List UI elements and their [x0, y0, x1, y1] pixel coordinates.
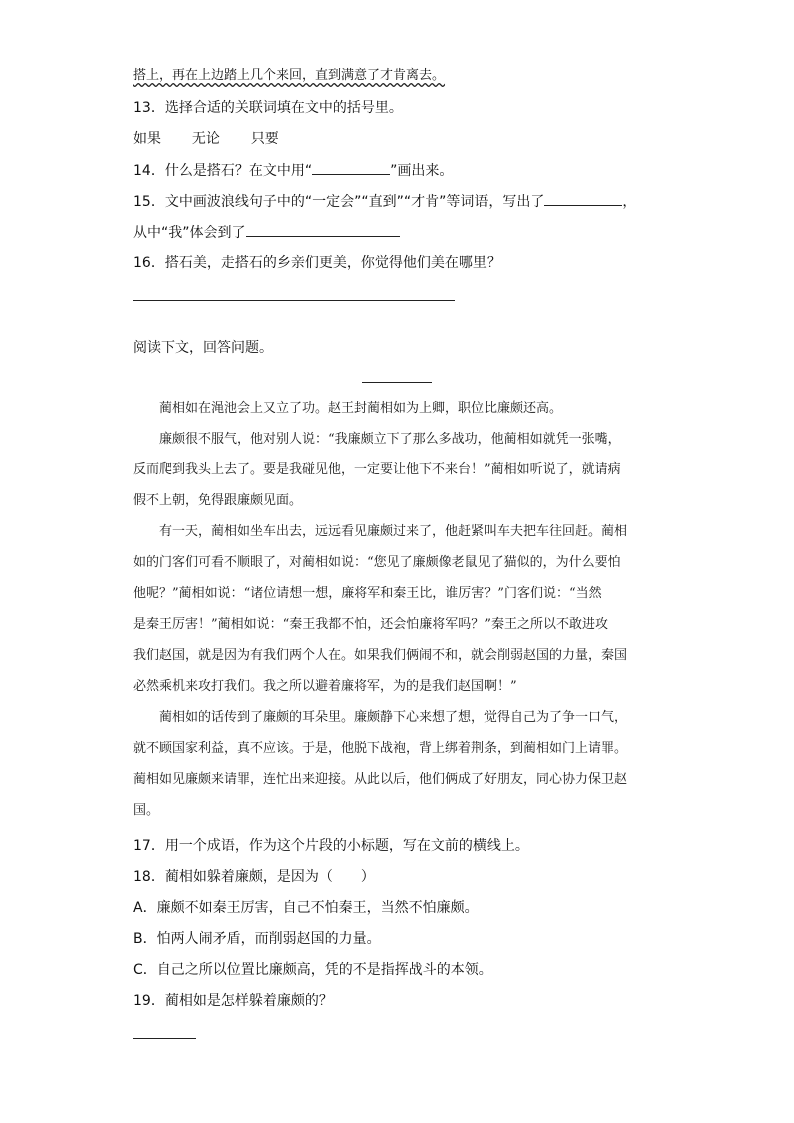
- question-16-text: 16．搭石美，走搭石的乡亲们更美，你觉得他们美在哪里？: [133, 255, 501, 271]
- question-14: [133, 160, 453, 181]
- question-15-line2: 从中“我”体会到了: [133, 225, 246, 241]
- question-15: [133, 191, 636, 212]
- answer-blank[interactable]: [544, 191, 622, 206]
- question-13-text: 13．选择合适的关联词填在文中的括号里。: [133, 100, 403, 116]
- choice-b[interactable]: B．怕两人闹矛盾，而削弱赵国的力量。: [133, 931, 381, 947]
- passage-line: 反而爬到我头上去了。要是我碰见他，一定要让他下不来台！”蔺相如听说了，就请病: [133, 462, 621, 477]
- answer-line[interactable]: [133, 300, 455, 301]
- question-17-text: 17．用一个成语，作为这个片段的小标题，写在文前的横线上。: [133, 838, 529, 854]
- wavy-sentence-text: 搭上，再在上边踏上几个来回，直到满意了才肯离去。: [133, 68, 446, 83]
- question-19-text: 19．蔺相如是怎样躲着廉颇的？: [133, 993, 333, 1009]
- passage-line: 必然乘机来攻打我们。我之所以避着廉将军，为的是我们赵国啊！”: [133, 679, 517, 694]
- question-18: [133, 867, 375, 887]
- question-13-options: [133, 129, 279, 149]
- passage-line: 国。: [133, 803, 160, 818]
- answer-blank[interactable]: [312, 160, 390, 175]
- passage-line: 就不顾国家利益，真不应该。于是，他脱下战袍，背上绑着荆条，到蔺相如门上请罪。: [133, 741, 628, 756]
- question-14-text-after: ”画出来。: [390, 163, 454, 179]
- passage-line: 廉颇很不服气，他对别人说：“我廉颇立下了那么多战功，他蔺相如就凭一张嘴，: [159, 432, 621, 447]
- passage-line: 是秦王厉害！”蔺相如说：“秦王我都不怕，还会怕廉将军吗？”秦王之所以不敢进攻: [133, 617, 608, 632]
- passage-line: 蔺相如的话传到了廉颇的耳朵里。廉颇静下心来想了想，觉得自己为了争一口气，: [159, 710, 628, 725]
- question-18-text: 18．蔺相如躲着廉颇，是因为（ ）: [133, 869, 375, 885]
- answer-blank[interactable]: [246, 222, 400, 237]
- passage-line: 他呢？”蔺相如说：“诸位请想一想，廉将军和秦王比，谁厉害？”门客们说：“当然: [133, 586, 602, 601]
- passage-line: 如的门客们可看不顺眼了，对蔺相如说：“您见了廉颇像老鼠见了猫似的，为什么要怕: [133, 555, 621, 570]
- choice-c[interactable]: C．自己之所以位置比廉颇高，凭的不是指挥战斗的本领。: [133, 962, 493, 978]
- passage-line: 蔺相如在渑池会上又立了功。赵王封蔺相如为上卿，职位比廉颇还高。: [159, 401, 563, 416]
- question-15-continued: [133, 222, 400, 243]
- passage-line: 我们赵国，就是因为有我们两个人在。如果我们俩闹不和，就会削弱赵国的力量，秦国: [133, 648, 628, 663]
- option-word: 无论: [191, 131, 220, 147]
- question-15-line1: 15．文中画波浪线句子中的“一定会”“直到”“才肯”等词语，写出了: [133, 194, 545, 210]
- wavy-underlined-sentence: [133, 64, 445, 83]
- question-19: [133, 991, 333, 1011]
- option-word: 如果: [133, 131, 161, 147]
- question-15-line1-end: ，: [622, 194, 637, 210]
- option-word: 只要: [250, 131, 279, 147]
- choice-a[interactable]: A．廉颇不如秦王厉害，自己不怕秦王，当然不怕廉颇。: [133, 900, 479, 916]
- passage-line: 有一天，蔺相如坐车出去，远远看见廉颇过来了，他赶紧叫车夫把车往回赶。蔺相: [159, 524, 628, 539]
- question-16: [133, 253, 501, 273]
- answer-line[interactable]: [133, 1038, 196, 1039]
- reading-intro: [133, 338, 273, 358]
- question-14-text-before: 14．什么是搭石？在文中用“: [133, 163, 313, 179]
- reading-intro-text: 阅读下文，回答问题。: [133, 340, 273, 356]
- title-blank-line[interactable]: [362, 382, 432, 383]
- passage-line: 假不上朝，免得跟廉颇见面。: [133, 493, 303, 508]
- question-17: [133, 836, 529, 856]
- question-13: [133, 98, 403, 118]
- passage-line: 蔺相如见廉颇来请罪，连忙出来迎接。从此以后，他们俩成了好朋友，同心协力保卫赵: [133, 772, 628, 787]
